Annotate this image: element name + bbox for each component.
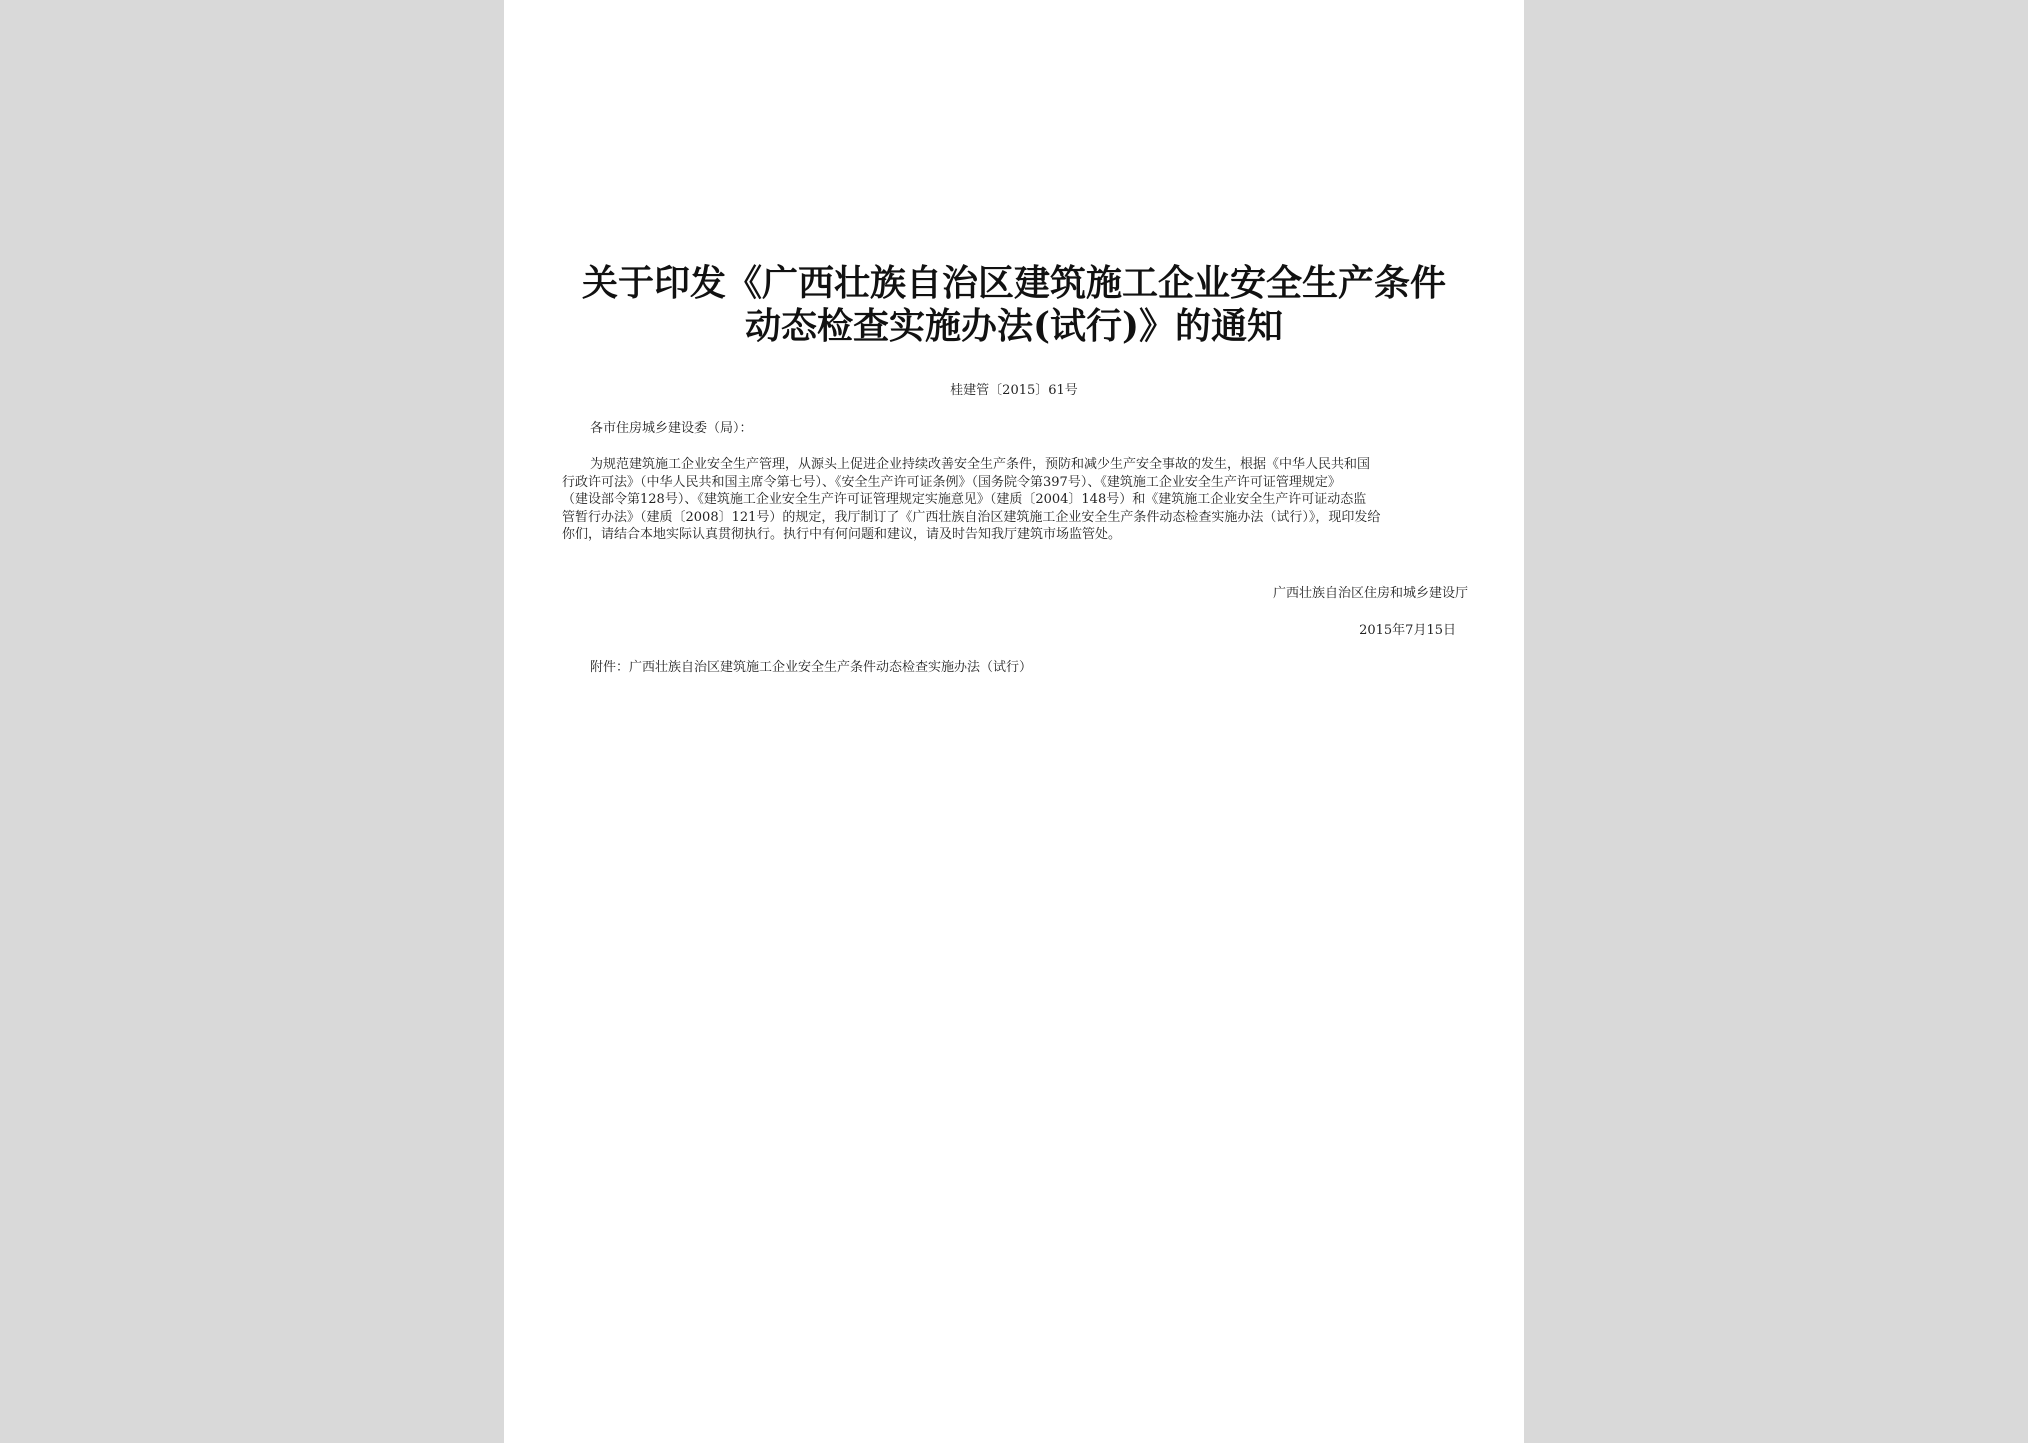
- title-line-2: 动态检查实施办法(试行)》的通知: [744, 305, 1284, 347]
- body-line: 行政许可法》（中华人民共和国主席令第七号）、《安全生产许可证条例》（国务院令第397号）、《建筑施工企业安全生产许可证管理规定》: [562, 474, 1341, 490]
- issuing-authority: 广西壮族自治区住房和城乡建设厅: [1272, 586, 1468, 601]
- body-line: （建设部令第128号）、《建筑施工企业安全生产许可证管理规定实施意见》（建质〔2004〕148号）和《建筑施工企业安全生产许可证动态监: [562, 492, 1367, 507]
- body-paragraph: [562, 456, 1470, 544]
- document-number: 桂建管〔2015〕61号: [950, 383, 1078, 398]
- body-line: 你们，请结合本地实际认真贯彻执行。执行中有何问题和建议，请及时告知我厅建筑市场监管处。: [562, 527, 1122, 542]
- body-line: 管暂行办法》（建质〔2008〕121号）的规定，我厅制订了《广西壮族自治区建筑施工企业安全生产条件动态检查实施办法（试行）》，现印发给: [562, 509, 1381, 525]
- document-page: [504, 0, 1524, 1443]
- document-title: [564, 262, 1464, 348]
- issue-date: 2015年7月15日: [1359, 623, 1456, 638]
- salutation: 各市住房城乡建设委（局）：: [590, 421, 753, 436]
- attachment-note: 附件：广西壮族自治区建筑施工企业安全生产条件动态检查实施办法（试行）: [590, 660, 1033, 675]
- body-line: 为规范建筑施工企业安全生产管理，从源头上促进企业持续改善安全生产条件，预防和减少生产安全事故的发生，根据《中华人民共和国: [590, 457, 1371, 472]
- title-line-1: 关于印发《广西壮族自治区建筑施工企业安全生产条件: [581, 262, 1446, 304]
